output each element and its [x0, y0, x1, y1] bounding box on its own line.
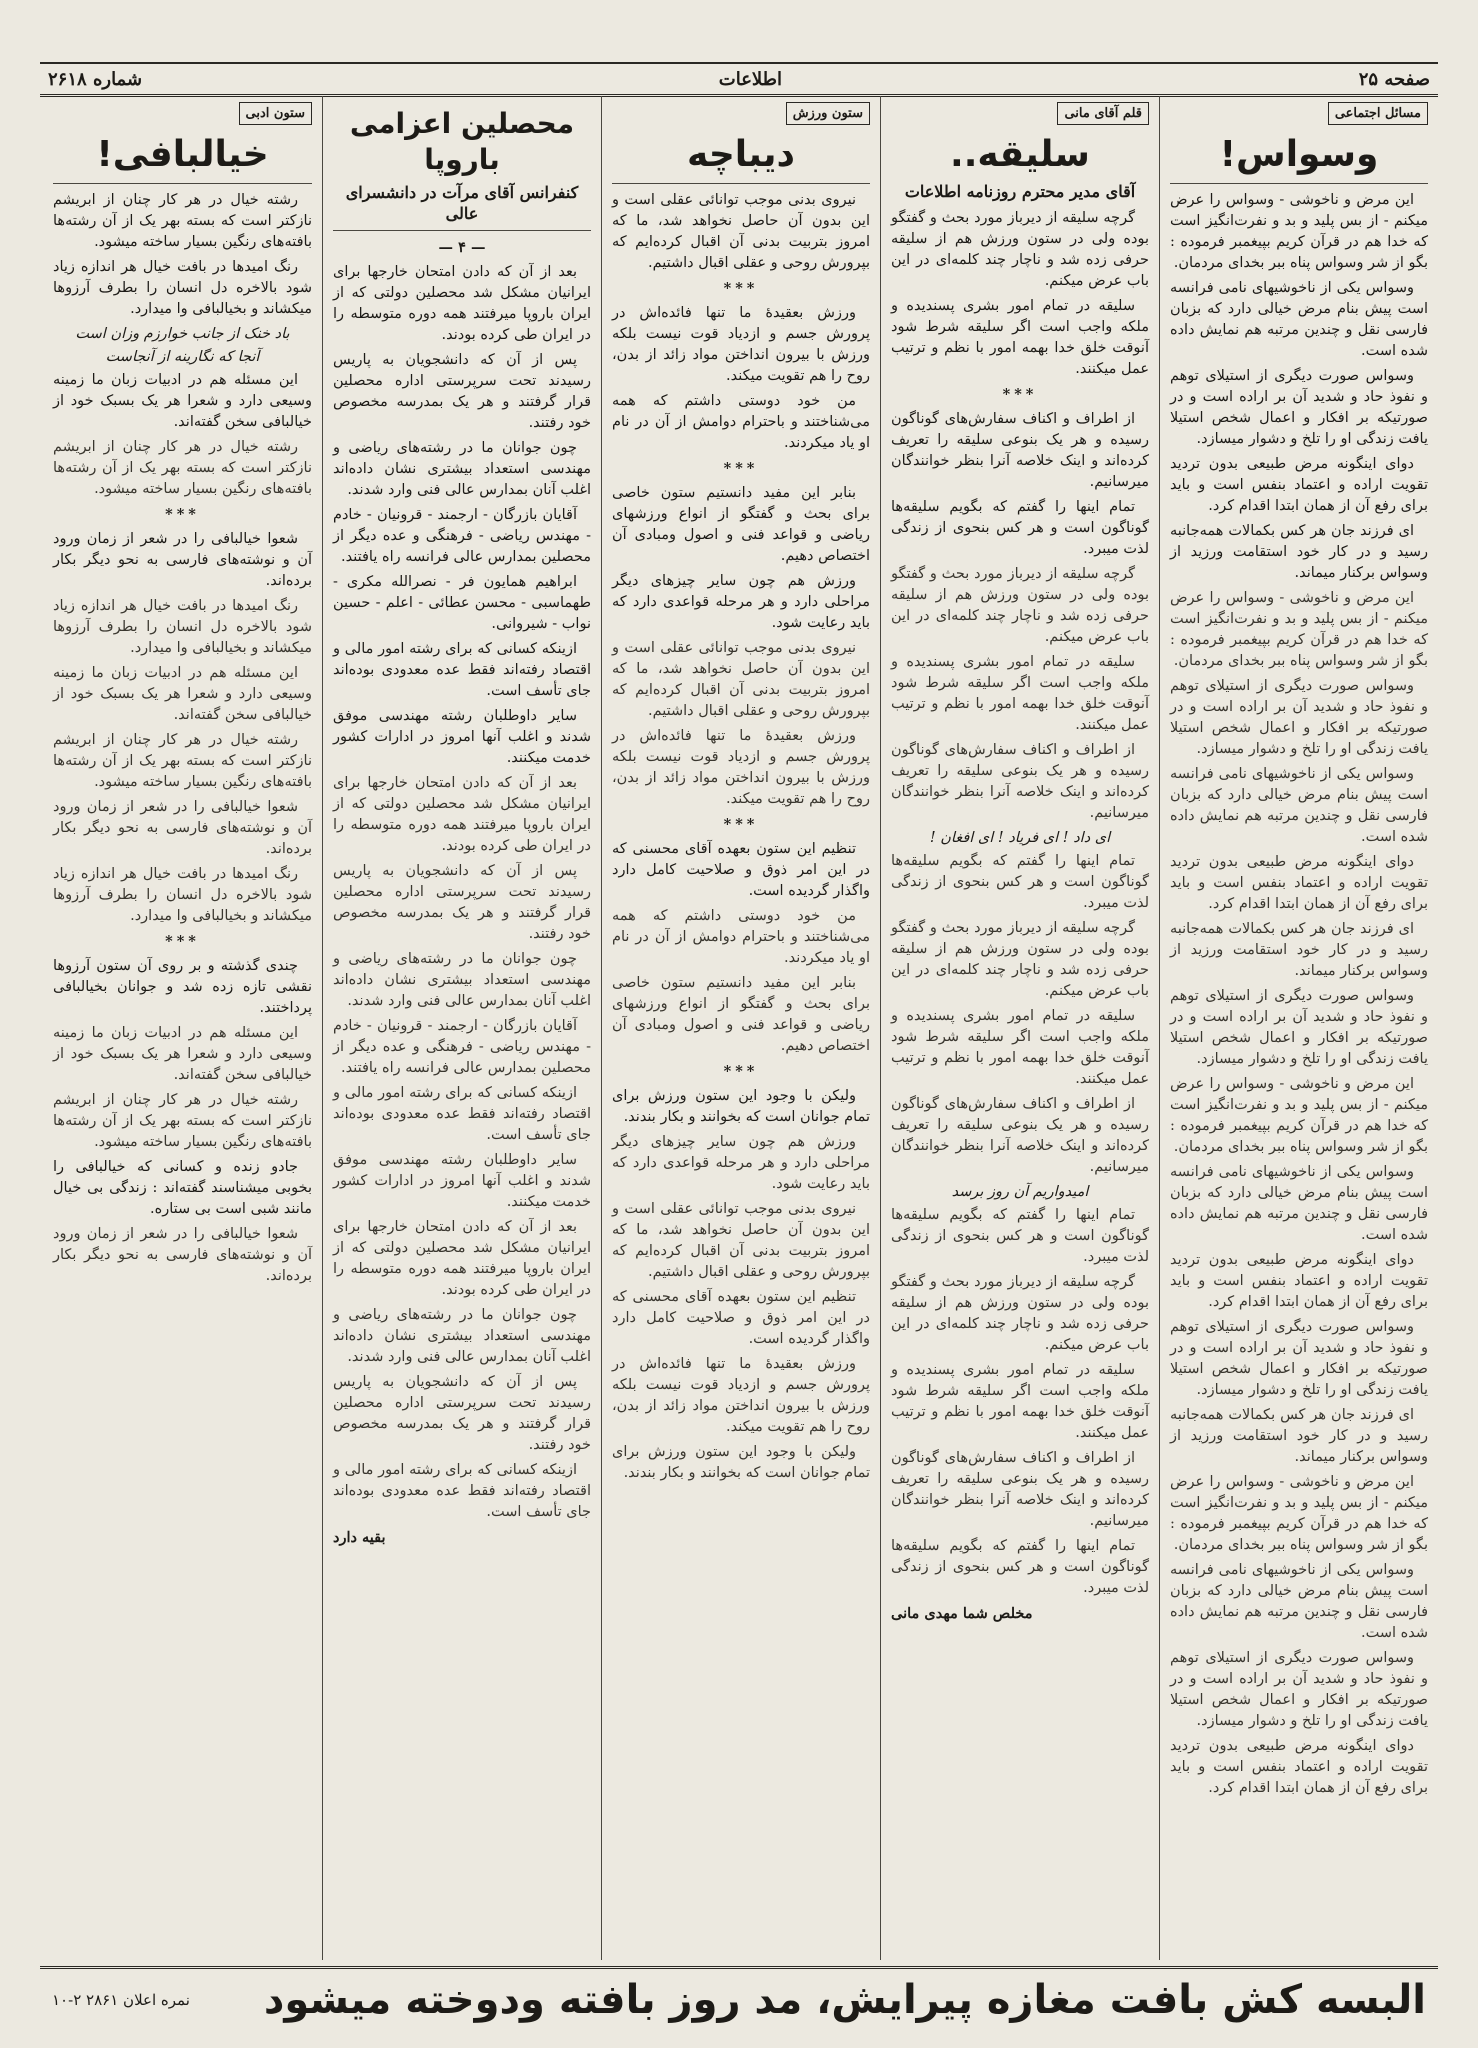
paragraph: این مسئله هم در ادبیات زبان ما زمینه وسیعی دارد و شعرا هر یک بسبک خود از خیالبافی سخن گفته‌اند.: [53, 372, 312, 430]
column-saliqe: [880, 96, 1159, 1960]
paragraph: ای فرزند جان هر کس بکمالات همه‌جانبه رسید و در کار خود استقامت ورزید از وسواس برکنار میماند.: [1170, 523, 1428, 581]
section-separator: ***: [165, 506, 200, 523]
paragraph: پس از آن که دانشجویان به پاریس رسیدند تحت سرپرستی اداره محصلین قرار گرفتند و هر یک بمدرسه مخصوص خود رفتند.: [333, 352, 591, 431]
paragraph: جادو زنده و کسانی که خیالبافی را بخوبی میشناسند گفته‌اند : زندگی بی خیال مانند شبی است بی ستاره.: [53, 1159, 312, 1217]
paragraph: تنظیم این ستون بعهده آقای محسنی که در این امر ذوق و صلاحیت کامل دارد واگذار گردیده است.: [612, 841, 870, 899]
verse-line: ای داد ! ای فریاد ! ای افغان !: [929, 830, 1111, 846]
paragraph: رشته خیال در هر کار چنان از ابریشم نازکتر است که بسته بهر یک از آن رشته‌ها بافته‌های رنگین بسیار ساخته میشود.: [53, 192, 312, 250]
part-number: — ۴ —: [438, 239, 486, 256]
section-separator: ***: [723, 460, 759, 477]
paragraph: تمام اینها را گفتم که بگویم سلیقه‌ها گوناگون است و هر کس بنحوی از زندگی لذت میبرد.: [891, 1538, 1149, 1596]
paragraph: وسواس صورت دیگری از استیلای توهم و نفوذ حاد و شدید آن بر اراده است و در صورتیکه بر افکار و اعمال شخص استیلا یافت زندگی او را تلخ و دشوار میسازد.: [1170, 988, 1428, 1067]
paragraph: چندی گذشته و بر روی آن ستون آرزوها نقشی تازه زده شد و جوانان بخیالبافی پرداختند.: [53, 958, 312, 1016]
article-subtitle: کنفرانس آقای مرآت در دانشسرای عالی: [345, 183, 579, 223]
paragraph: چون جوانان ما در رشته‌های ریاضی و مهندسی استعداد بیشتری نشان داده‌اند اغلب آنان بمدارس عالی فنی وارد شدند.: [333, 1307, 591, 1365]
paragraph: این مرض و ناخوشی - وسواس را عرض میکنم - از بس پلید و بد و نفرت‌انگیز است که خدا هم در قرآن کریم بپیغمبر فرموده : بگو از شر وسواس پناه ببر بخدای مردمان.: [1170, 192, 1428, 271]
section-tag: قلم آقای مانی: [1057, 102, 1149, 125]
paragraph: رشته خیال در هر کار چنان از ابریشم نازکتر است که بسته بهر یک از آن رشته‌ها بافته‌های رنگین بسیار ساخته میشود.: [53, 732, 312, 790]
section-separator: ***: [723, 1063, 759, 1080]
advertisement-number: نمره اعلان ۲۸۶۱ ۲-۱۰: [52, 1990, 190, 2009]
paragraph: ازینکه کسانی که برای رشته امور مالی و اقتصاد رفته‌اند فقط عده معدودی بوده‌اند جای تأسف است.: [333, 1085, 591, 1143]
article-title: سلیقه..: [950, 134, 1090, 175]
running-head: [40, 62, 1438, 97]
paragraph: این مسئله هم در ادبیات زبان ما زمینه وسیعی دارد و شعرا هر یک بسبک خود از خیالبافی سخن گفته‌اند.: [53, 665, 312, 723]
paragraph: ابراهیم همایون فر - نصرالله مکری - طهماسبی - محسن عطائی - اعلم - حسین نواب - شیروانی.: [333, 574, 591, 632]
paragraph: وسواس یکی از ناخوشیهای نامی فرانسه است پیش بنام مرض خیالی دارد که بزبان فارسی نقل و چندین مرتبه هم نمایش داده شده است.: [1170, 766, 1428, 845]
paragraph: شعوا خیالبافی را در شعر از زمان ورود آن و نوشته‌های فارسی به نحو دیگر بکار برده‌اند.: [53, 531, 312, 589]
paragraph: وسواس صورت دیگری از استیلای توهم و نفوذ حاد و شدید آن بر اراده است و در صورتیکه بر افکار و اعمال شخص استیلا یافت زندگی او را تلخ و دشوار میسازد.: [1170, 678, 1428, 757]
section-separator: ***: [1002, 386, 1038, 403]
paragraph: از اطراف و اکناف سفارش‌های گوناگون رسیده و هر یک بنوعی سلیقه را تعریف کرده‌اند و اینک خلاصه آنرا بنظر خوانندگان میرسانیم.: [891, 742, 1149, 821]
paragraph: چون جوانان ما در رشته‌های ریاضی و مهندسی استعداد بیشتری نشان داده‌اند اغلب آنان بمدارس عالی فنی وارد شدند.: [333, 440, 591, 498]
paragraph: سلیقه در تمام امور بشری پسندیده و ملکه واجب است اگر سلیقه شرط شود آنوقت خلق خدا بهمه امور با نظم و ترتیب عمل میکنند.: [891, 298, 1149, 377]
paragraph: نیروی بدنی موجب توانائی عقلی است و این بدون آن حاصل نخواهد شد، ما که امروز بتربیت بدنی آن اقبال کرده‌ایم که بپرورش روحی و عقلی اقبال داشتیم.: [612, 640, 870, 719]
paragraph: رشته خیال در هر کار چنان از ابریشم نازکتر است که بسته بهر یک از آن رشته‌ها بافته‌های رنگین بسیار ساخته میشود.: [53, 439, 312, 497]
paragraph: ورزش بعقیدهٔ ما تنها فائده‌اش در پرورش جسم و ازدیاد قوت نیست بلکه ورزش با بیرون انداختن مواد زائد از بدن، روح را هم تقویت میکند.: [612, 728, 870, 807]
paragraph: ساير داوطلبان رشته مهندسی موفق شدند و اغلب آنها امروز در ادارات کشور خدمت میکنند.: [333, 1152, 591, 1210]
paragraph: دوای اینگونه مرض طبیعی بدون تردید تقویت اراده و اعتماد بنفس است و باید برای رفع آن از همان ابتدا اقدام کرد.: [1170, 1252, 1428, 1310]
paragraph: ورزش هم چون سایر چیزهای دیگر مراحلی دارد و هر مرحله قواعدی دارد که باید رعایت شود.: [612, 573, 870, 631]
verse-line: امیدواریم آن روز برسد: [951, 1184, 1089, 1200]
paragraph: من خود دوستی داشتم که همه می‌شناختند و باحترام دوامش از آن در نام او یاد میکردند.: [612, 908, 870, 966]
paragraph: تنظیم این ستون بعهده آقای محسنی که در این امر ذوق و صلاحیت کامل دارد واگذار گردیده است.: [612, 1289, 870, 1347]
paragraph: پس از آن که دانشجویان به پاریس رسیدند تحت سرپرستی اداره محصلین قرار گرفتند و هر یک بمدرسه مخصوص خود رفتند.: [333, 1374, 591, 1453]
divider: [1170, 183, 1428, 184]
divider: [333, 230, 591, 231]
paragraph: این مرض و ناخوشی - وسواس را عرض میکنم - از بس پلید و بد و نفرت‌انگیز است که خدا هم در قرآن کریم بپیغمبر فرموده : بگو از شر وسواس پناه ببر بخدای مردمان.: [1170, 590, 1428, 669]
divider: [612, 183, 870, 184]
paragraph: وسواس صورت دیگری از استیلای توهم و نفوذ حاد و شدید آن بر اراده است و در صورتیکه بر افکار و اعمال شخص استیلا یافت زندگی او را تلخ و دشوار میسازد.: [1170, 1650, 1428, 1729]
paragraph: ای فرزند جان هر کس بکمالات همه‌جانبه رسید و در کار خود استقامت ورزید از وسواس برکنار میماند.: [1170, 921, 1428, 979]
paragraph: نیروی بدنی موجب توانائی عقلی است و این بدون آن حاصل نخواهد شد، ما که امروز بتربیت بدنی آن اقبال کرده‌ایم که بپرورش روحی و عقلی اقبال داشتیم.: [612, 192, 870, 271]
paragraph: ای فرزند جان هر کس بکمالات همه‌جانبه رسید و در کار خود استقامت ورزید از وسواس برکنار میماند.: [1170, 1407, 1428, 1465]
paragraph: وسواس صورت دیگری از استیلای توهم و نفوذ حاد و شدید آن بر اراده است و در صورتیکه بر افکار و اعمال شخص استیلا یافت زندگی او را تلخ و دشوار میسازد.: [1170, 368, 1428, 447]
paragraph: آقایان بازرگان - ارجمند - قرونیان - خادم - مهندس ریاضی - فرهنگی و عده دیگر از محصلین بمدارس عالی فرانسه راه یافتند.: [333, 1018, 591, 1076]
paragraph: گرچه سلیقه از دیرباز مورد بحث و گفتگو بوده ولی در ستون ورزش هم از سلیقه حرفی زده شد و ناچار چند کلمه‌ای در این باب عرض میکنم.: [891, 566, 1149, 645]
paragraph: گرچه سلیقه از دیرباز مورد بحث و گفتگو بوده ولی در ستون ورزش هم از سلیقه حرفی زده شد و ناچار چند کلمه‌ای در این باب عرض میکنم.: [891, 920, 1149, 999]
paragraph: از اطراف و اکناف سفارش‌های گوناگون رسیده و هر یک بنوعی سلیقه را تعریف کرده‌اند و اینک خلاصه آنرا بنظر خوانندگان میرسانیم.: [891, 1450, 1149, 1529]
article-subtitle: آقای مدیر محترم روزنامه اطلاعات: [904, 182, 1136, 201]
paragraph: دوای اینگونه مرض طبیعی بدون تردید تقویت اراده و اعتماد بنفس است و باید برای رفع آن از همان ابتدا اقدام کرد.: [1170, 1738, 1428, 1796]
paragraph: ولیکن با وجود این ستون ورزش برای تمام جوانان است که بخوانند و بکار بندند.: [612, 1444, 870, 1481]
paragraph: شعوا خیالبافی را در شعر از زمان ورود آن و نوشته‌های فارسی به نحو دیگر بکار برده‌اند.: [53, 1226, 312, 1284]
advertisement-bar: [40, 1966, 1438, 2030]
paragraph: گرچه سلیقه از دیرباز مورد بحث و گفتگو بوده ولی در ستون ورزش هم از سلیقه حرفی زده شد و ناچار چند کلمه‌ای در این باب عرض میکنم.: [891, 210, 1149, 289]
paragraph: دوای اینگونه مرض طبیعی بدون تردید تقویت اراده و اعتماد بنفس است و باید برای رفع آن از همان ابتدا اقدام کرد.: [1170, 854, 1428, 912]
section-tag: مسائل اجتماعی: [1328, 102, 1428, 125]
paragraph: از اطراف و اکناف سفارش‌های گوناگون رسیده و هر یک بنوعی سلیقه را تعریف کرده‌اند و اینک خلاصه آنرا بنظر خوانندگان میرسانیم.: [891, 411, 1149, 490]
paragraph: بعد از آن که دادن امتحان خارجها برای ایرانیان مشکل شد محصلین دولتی که از ایران باروپا میرفتند همه دوره متوسطه را در ایران طی کرده بودند.: [333, 264, 591, 343]
paragraph: بعد از آن که دادن امتحان خارجها برای ایرانیان مشکل شد محصلین دولتی که از ایران باروپا میرفتند همه دوره متوسطه را در ایران طی کرده بودند.: [333, 1219, 591, 1298]
article-columns: [40, 96, 1438, 1960]
paragraph: ازینکه کسانی که برای رشته امور مالی و اقتصاد رفته‌اند فقط عده معدودی بوده‌اند جای تأسف است.: [333, 1462, 591, 1520]
paragraph: این مرض و ناخوشی - وسواس را عرض میکنم - از بس پلید و بد و نفرت‌انگیز است که خدا هم در قرآن کریم بپیغمبر فرموده : بگو از شر وسواس پناه ببر بخدای مردمان.: [1170, 1076, 1428, 1155]
author-signoff: مخلص شما مهدی مانی: [891, 1605, 1033, 1622]
paragraph: این مسئله هم در ادبیات زبان ما زمینه وسیعی دارد و شعرا هر یک بسبک خود از خیالبافی سخن گفته‌اند.: [53, 1025, 312, 1083]
article-title: وسواس!: [1219, 134, 1379, 175]
paragraph: وسواس یکی از ناخوشیهای نامی فرانسه است پیش بنام مرض خیالی دارد که بزبان فارسی نقل و چندین مرتبه هم نمایش داده شده است.: [1170, 1562, 1428, 1641]
paragraph: تمام اینها را گفتم که بگویم سلیقه‌ها گوناگون است و هر کس بنحوی از زندگی لذت میبرد.: [891, 853, 1149, 911]
verse-line: باد خنک از جانب خوارزم وزان است: [75, 326, 290, 342]
paragraph: شعوا خیالبافی را در شعر از زمان ورود آن و نوشته‌های فارسی به نحو دیگر بکار برده‌اند.: [53, 799, 312, 857]
advertisement-text: البسه کش بافت مغازه پیرایش، مد روز بافته ودوخته میشود: [263, 1976, 1426, 2023]
paragraph: ساير داوطلبان رشته مهندسی موفق شدند و اغلب آنها امروز در ادارات کشور خدمت میکنند.: [333, 708, 591, 766]
paragraph: سلیقه در تمام امور بشری پسندیده و ملکه واجب است اگر سلیقه شرط شود آنوقت خلق خدا بهمه امور با نظم و ترتیب عمل میکنند.: [891, 654, 1149, 733]
paragraph: رنگ امیدها در بافت خیال هر اندازه زیاد شود بالاخره دل انسان را بطرف آرزوها میکشاند و بخیالبافی وا میدارد.: [53, 259, 312, 317]
paragraph: چون جوانان ما در رشته‌های ریاضی و مهندسی استعداد بیشتری نشان داده‌اند اغلب آنان بمدارس عالی فنی وارد شدند.: [333, 951, 591, 1009]
article-title: محصلین اعزامی باروپا: [349, 107, 575, 176]
paragraph: سلیقه در تمام امور بشری پسندیده و ملکه واجب است اگر سلیقه شرط شود آنوقت خلق خدا بهمه امور با نظم و ترتیب عمل میکنند.: [891, 1362, 1149, 1441]
paragraph: رنگ امیدها در بافت خیال هر اندازه زیاد شود بالاخره دل انسان را بطرف آرزوها میکشاند و بخیالبافی وا میدارد.: [53, 866, 312, 924]
continued-note: بقیه دارد: [333, 1529, 386, 1546]
paragraph: من خود دوستی داشتم که همه می‌شناختند و باحترام دوامش از آن در نام او یاد میکردند.: [612, 393, 870, 451]
section-tag: ستون ورزش: [786, 102, 870, 125]
paragraph: ولیکن با وجود این ستون ورزش برای تمام جوانان است که بخوانند و بکار بندند.: [612, 1088, 870, 1125]
paragraph: تمام اینها را گفتم که بگویم سلیقه‌ها گوناگون است و هر کس بنحوی از زندگی لذت میبرد.: [891, 499, 1149, 557]
paragraph: گرچه سلیقه از دیرباز مورد بحث و گفتگو بوده ولی در ستون ورزش هم از سلیقه حرفی زده شد و ناچار چند کلمه‌ای در این باب عرض میکنم.: [891, 1274, 1149, 1353]
paragraph: ورزش بعقیدهٔ ما تنها فائده‌اش در پرورش جسم و ازدیاد قوت نیست بلکه ورزش با بیرون انداختن مواد زائد از بدن، روح را هم تقویت میکند.: [612, 1356, 870, 1435]
section-separator: ***: [165, 933, 200, 950]
column-sports: [601, 96, 880, 1960]
paragraph: رنگ امیدها در بافت خیال هر اندازه زیاد شود بالاخره دل انسان را بطرف آرزوها میکشاند و بخیالبافی وا میدارد.: [53, 598, 312, 656]
verse-line: آنجا که نگارینه از آنجاست: [105, 349, 260, 365]
paragraph: ازینکه کسانی که برای رشته امور مالی و اقتصاد رفته‌اند فقط عده معدودی بوده‌اند جای تأسف است.: [333, 641, 591, 699]
issue-number: شماره ۲۶۱۸: [48, 68, 143, 90]
paragraph: ورزش هم چون سایر چیزهای دیگر مراحلی دارد و هر مرحله قواعدی دارد که باید رعایت شود.: [612, 1134, 870, 1192]
paragraph: این مرض و ناخوشی - وسواس را عرض میکنم - از بس پلید و بد و نفرت‌انگیز است که خدا هم در قرآن کریم بپیغمبر فرموده : بگو از شر وسواس پناه ببر بخدای مردمان.: [1170, 1474, 1428, 1553]
page-number: صفحه ۲۵: [1358, 68, 1430, 90]
section-separator: ***: [723, 816, 759, 833]
paragraph: از اطراف و اکناف سفارش‌های گوناگون رسیده و هر یک بنوعی سلیقه را تعریف کرده‌اند و اینک خلاصه آنرا بنظر خوانندگان میرسانیم.: [891, 1096, 1149, 1175]
paragraph: تمام اینها را گفتم که بگویم سلیقه‌ها گوناگون است و هر کس بنحوی از زندگی لذت میبرد.: [891, 1207, 1149, 1265]
paragraph: رشته خیال در هر کار چنان از ابریشم نازکتر است که بسته بهر یک از آن رشته‌ها بافته‌های رنگین بسیار ساخته میشود.: [53, 1092, 312, 1150]
paper-name: اطلاعات: [718, 68, 783, 90]
paragraph: وسواس یکی از ناخوشیهای نامی فرانسه است پیش بنام مرض خیالی دارد که بزبان فارسی نقل و چندین مرتبه هم نمایش داده شده است.: [1170, 1164, 1428, 1243]
paragraph: پس از آن که دانشجویان به پاریس رسیدند تحت سرپرستی اداره محصلین قرار گرفتند و هر یک بمدرسه مخصوص خود رفتند.: [333, 863, 591, 942]
paragraph: بنابر این مفید دانستیم ستون خاصی برای بحث و گفتگو از انواع ورزشهای ریاضی و قواعد فنی و اصول ومبادی آن اختصاص دهیم.: [612, 485, 870, 564]
section-tag: ستون ادبی: [239, 102, 312, 125]
paragraph: بنابر این مفید دانستیم ستون خاصی برای بحث و گفتگو از انواع ورزشهای ریاضی و قواعد فنی و اصول ومبادی آن اختصاص دهیم.: [612, 975, 870, 1054]
column-students: [322, 96, 601, 1960]
divider: [53, 183, 312, 184]
paragraph: آقایان بازرگان - ارجمند - قرونیان - خادم - مهندس ریاضی - فرهنگی و عده دیگر از محصلین بمدارس عالی فرانسه راه یافتند.: [333, 507, 591, 565]
column-literary: [43, 96, 322, 1960]
paragraph: وسواس یکی از ناخوشیهای نامی فرانسه است پیش بنام مرض خیالی دارد که بزبان فارسی نقل و چندین مرتبه هم نمایش داده شده است.: [1170, 280, 1428, 359]
article-title: دیباچه: [687, 134, 795, 175]
paragraph: دوای اینگونه مرض طبیعی بدون تردید تقویت اراده و اعتماد بنفس است و باید برای رفع آن از همان ابتدا اقدام کرد.: [1170, 456, 1428, 514]
paragraph: ورزش بعقیدهٔ ما تنها فائده‌اش در پرورش جسم و ازدیاد قوت نیست بلکه ورزش با بیرون انداختن مواد زائد از بدن، روح را هم تقویت میکند.: [612, 305, 870, 384]
article-title: خیالبافی!: [96, 134, 269, 175]
paragraph: سلیقه در تمام امور بشری پسندیده و ملکه واجب است اگر سلیقه شرط شود آنوقت خلق خدا بهمه امور با نظم و ترتیب عمل میکنند.: [891, 1008, 1149, 1087]
column-social: [1159, 96, 1438, 1960]
section-separator: ***: [723, 280, 759, 297]
paragraph: بعد از آن که دادن امتحان خارجها برای ایرانیان مشکل شد محصلین دولتی که از ایران باروپا میرفتند همه دوره متوسطه را در ایران طی کرده بودند.: [333, 775, 591, 854]
paragraph: نیروی بدنی موجب توانائی عقلی است و این بدون آن حاصل نخواهد شد، ما که امروز بتربیت بدنی آن اقبال کرده‌ایم که بپرورش روحی و عقلی اقبال داشتیم.: [612, 1201, 870, 1280]
paragraph: وسواس صورت دیگری از استیلای توهم و نفوذ حاد و شدید آن بر اراده است و در صورتیکه بر افکار و اعمال شخص استیلا یافت زندگی او را تلخ و دشوار میسازد.: [1170, 1319, 1428, 1398]
